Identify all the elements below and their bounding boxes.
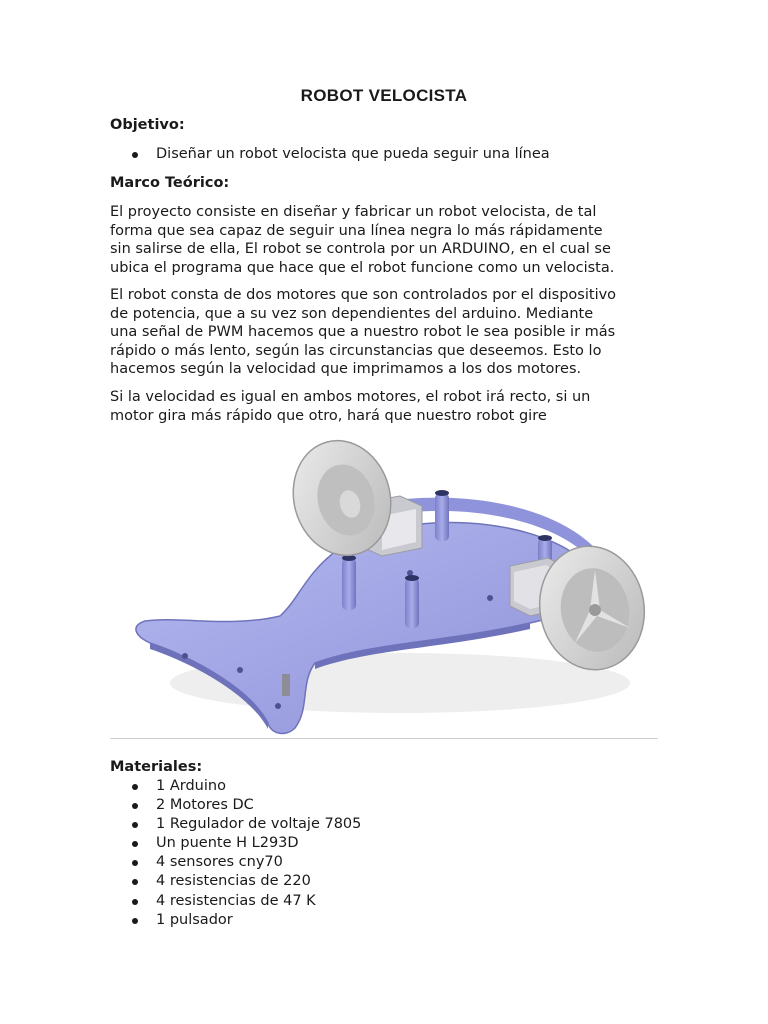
- theory-paragraph-2: [110, 286, 658, 379]
- bullet-icon: [132, 860, 138, 866]
- bullet-icon: [132, 822, 138, 828]
- text-line: El robot consta de dos motores que son controlados por el dispositivo: [110, 287, 617, 303]
- theory-heading: Marco Teórico:: [110, 175, 230, 191]
- text-line: una señal de PWM hacemos que a nuestro robot le sea posible ir más: [110, 324, 616, 340]
- bullet-icon: [132, 152, 138, 158]
- list-item: Un puente H L293D: [110, 834, 361, 853]
- list-item: 4 resistencias de 220: [110, 872, 361, 891]
- text-line: sin salirse de ella, El robot se controla por un ARDUINO, en el cual se: [110, 241, 611, 257]
- bullet-icon: [132, 899, 138, 905]
- text-line: de potencia, que a su vez son dependientes del arduino. Mediante: [110, 305, 594, 322]
- list-item: 4 sensores cny70: [110, 853, 361, 872]
- list-item: 4 resistencias de 47 K: [110, 892, 361, 911]
- objective-heading: Objetivo:: [110, 117, 185, 133]
- bullet-icon: [132, 784, 138, 790]
- list-item: Diseñar un robot velocista que pueda seguir una línea: [110, 145, 550, 164]
- list-item: 1 Regulador de voltaje 7805: [110, 815, 361, 834]
- text-line: El proyecto consiste en diseñar y fabricar un robot velocista, de tal: [110, 204, 597, 220]
- text-line: Si la velocidad es igual en ambos motores, el robot irá recto, si un: [110, 389, 591, 405]
- text-line: ubica el programa que hace que el robot funcione como un velocista.: [110, 259, 615, 276]
- bullet-icon: [132, 918, 138, 924]
- bullet-icon: [132, 879, 138, 885]
- bullet-icon: [132, 803, 138, 809]
- text-line: motor gira más rápido que otro, hará que nuestro robot gire: [110, 407, 547, 424]
- robot-render-icon: [110, 438, 658, 738]
- text-line: forma que sea capaz de seguir una línea negra lo más rápidamente: [110, 222, 603, 239]
- robot-chassis-image: [110, 438, 658, 739]
- materials-heading: Materiales:: [110, 759, 203, 775]
- document-title: ROBOT VELOCISTA: [300, 86, 468, 105]
- bullet-icon: [132, 841, 138, 847]
- theory-paragraph-1: [110, 203, 658, 277]
- text-line: hacemos según la velocidad que imprimamos a los dos motores.: [110, 361, 582, 377]
- text-line: rápido o más lento, según las circunstancias que deseemos. Esto lo: [110, 342, 602, 359]
- list-item: 1 Arduino: [110, 777, 361, 796]
- theory-paragraph-3: [110, 388, 658, 425]
- objective-list: [110, 145, 550, 164]
- list-item: 1 pulsador: [110, 911, 361, 930]
- list-item: 2 Motores DC: [110, 796, 361, 815]
- materials-list: [110, 777, 361, 930]
